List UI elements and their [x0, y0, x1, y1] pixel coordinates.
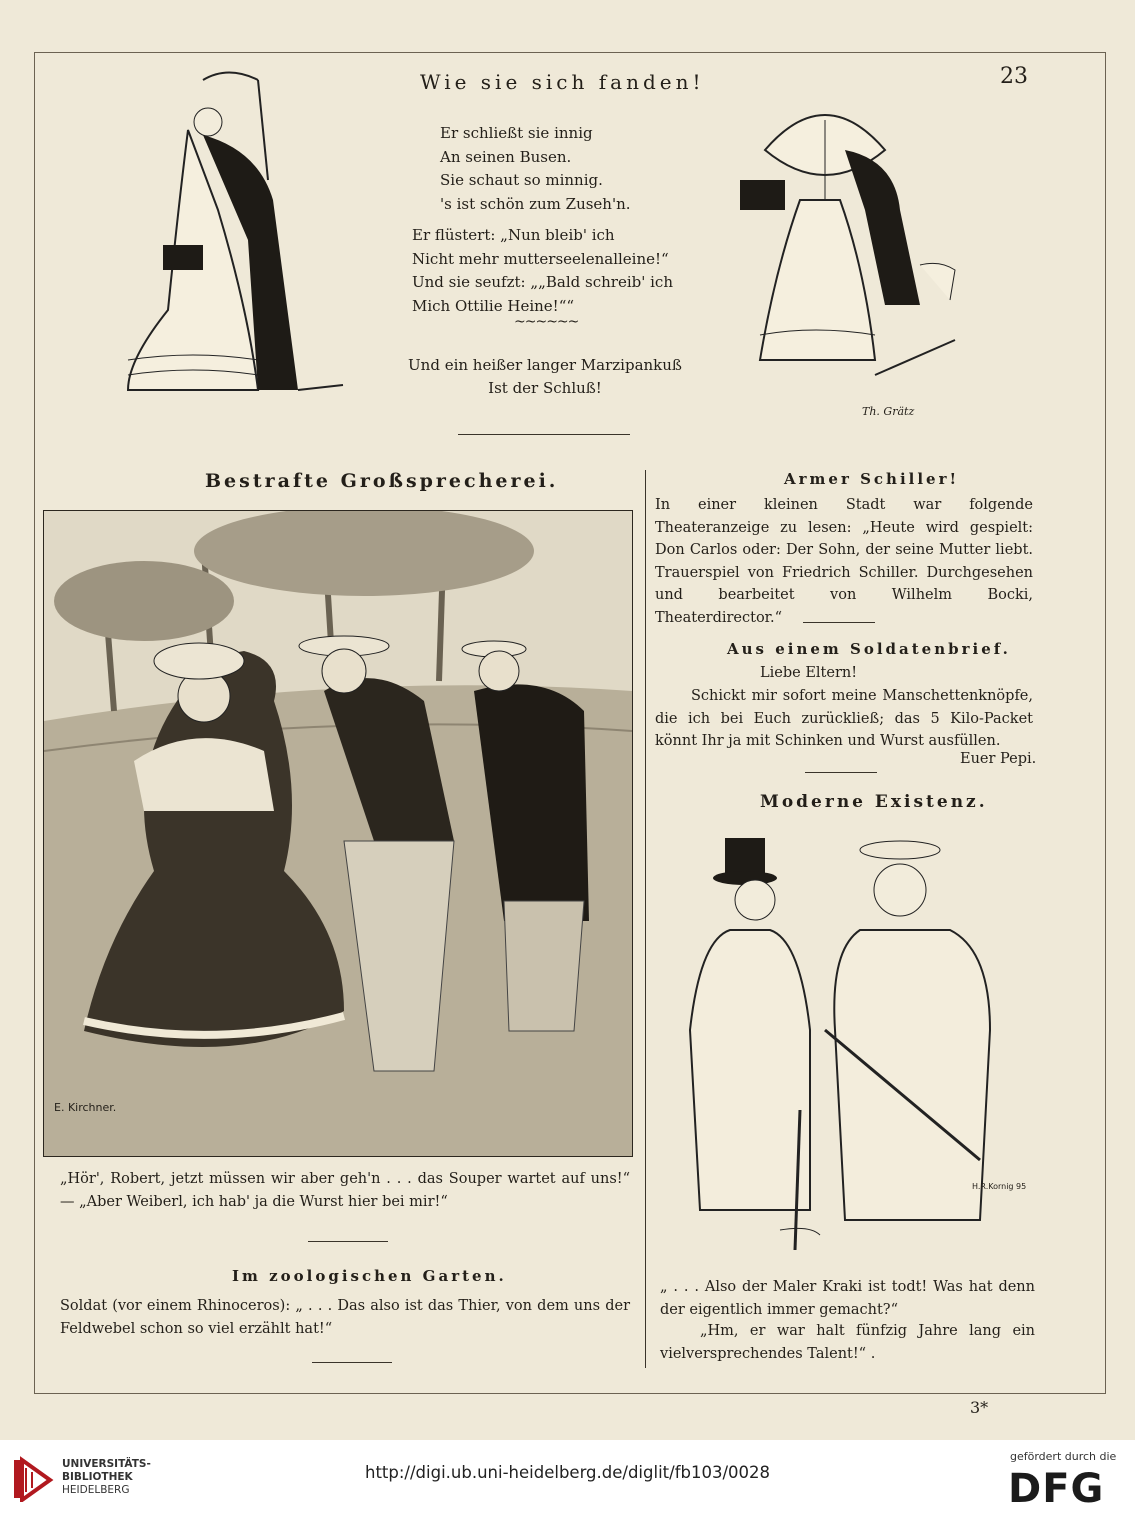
article-title-zoo: Im zoologischen Garten.: [232, 1267, 507, 1285]
article-title-bestrafte: Bestrafte Großsprecherei.: [205, 470, 559, 492]
poem-line: An seinen Busen.: [440, 147, 572, 166]
article-title-soldatenbrief: Aus einem Soldatenbrief.: [727, 640, 1011, 658]
article-text-moderne-2: „Hm, er war halt fünfzig Jahre lang ein vielversprechendes Talent!“ .: [660, 1323, 1035, 1362]
poem-line: Nicht mehr mutterseelenalleine!“: [412, 249, 669, 268]
poem-line: 's ist schön zum Zuseh'n.: [440, 194, 631, 213]
separator-rule: [308, 1241, 388, 1242]
couple-embrace-illustration: [108, 60, 348, 405]
poem-line: Sie schaut so minnig.: [440, 171, 603, 189]
poem-stanza-2: [412, 224, 673, 318]
digitization-footer: [0, 1440, 1135, 1521]
couple-umbrella-illustration: [725, 90, 975, 390]
source-url-link[interactable]: http://digi.ub.uni-heidelberg.de/diglit/fb103/0028: [365, 1463, 771, 1482]
article-title-moderne: Moderne Existenz.: [760, 792, 988, 812]
article-text-zoo: Soldat (vor einem Rhinoceros): „ . . . Das also ist das Thier, von dem uns der Feldwebel schon so viel erzählt hat!“: [60, 1298, 630, 1337]
letter-greeting: Liebe Eltern!: [760, 665, 858, 681]
column-divider: [645, 470, 646, 1368]
separator-rule: [312, 1362, 392, 1363]
signature-mark: 3*: [970, 1398, 989, 1417]
ornament-divider: ~~~~~~: [514, 314, 579, 330]
separator-rule: [803, 622, 875, 623]
page-number: 23: [1000, 64, 1028, 89]
poem-stanza-1: [440, 122, 631, 216]
article-text-schiller: In einer kleinen Stadt war folgende Theateranzeige zu lesen: „Heute wird gespielt: Don Carlos oder: Der Sohn, der seine Mutter liebt. Trauerspiel von Friedrich Schiller. Durchgesehen und bearbeitet von Wilhelm Bocki, Theaterdirector.“: [655, 497, 1033, 626]
article-text-soldatenbrief: Schickt mir sofort meine Manschettenknöpfe, die ich bei Euch zurückließ; das 5 Kilo-Packet könnt Ihr ja mit Schinken und Wurst ausfüllen.: [655, 688, 1033, 749]
illustration-signature-kornig: H.R.Kornig 95: [972, 1182, 1027, 1191]
letter-closing: Euer Pepi.: [960, 751, 1037, 767]
poem-artist-signature: Th. Grätz: [862, 405, 915, 418]
two-gentlemen-illustration: [660, 830, 1035, 1262]
poem-line: Und sie seufzt: „„Bald schreib' ich: [412, 273, 673, 291]
institution-line: BIBLIOTHEK: [62, 1471, 133, 1483]
poem-finale: [400, 354, 690, 400]
caption-bestrafte: „Hör', Robert, jetzt müssen wir aber geh'n . . . das Souper wartet auf uns!“ — „Aber Weiberl, ich hab' ja die Wurst hier bei mir!“: [60, 1171, 630, 1210]
illustration-signature-kirchner: E. Kirchner.: [54, 1101, 117, 1114]
separator-rule: [805, 772, 877, 773]
poem-title: Wie sie sich fanden!: [420, 70, 705, 94]
separator-rule: [458, 434, 630, 435]
university-library-logo-icon: [12, 1456, 54, 1506]
institution-line: UNIVERSITÄTS-: [62, 1458, 151, 1470]
poem-line: Ist der Schluß!: [488, 379, 602, 397]
poem-line: Mich Ottilie Heine!““: [412, 296, 575, 315]
poem-line: Er schließt sie innig: [440, 124, 593, 142]
park-scene-illustration: [43, 510, 633, 1157]
poem-line: Er flüstert: „Nun bleib' ich: [412, 226, 615, 244]
article-text-moderne-1: „ . . . Also der Maler Kraki ist todt! Was hat denn der eigentlich immer gemacht?“: [660, 1279, 1035, 1318]
article-title-schiller: Armer Schiller!: [784, 470, 960, 488]
poem-line: Und ein heißer langer Marzipankuß: [408, 356, 682, 374]
dfg-logo: DFG: [1008, 1466, 1105, 1512]
institution-line: HEIDELBERG: [62, 1484, 130, 1496]
funder-label: gefördert durch die: [1010, 1450, 1117, 1463]
university-library-name: [62, 1458, 151, 1497]
